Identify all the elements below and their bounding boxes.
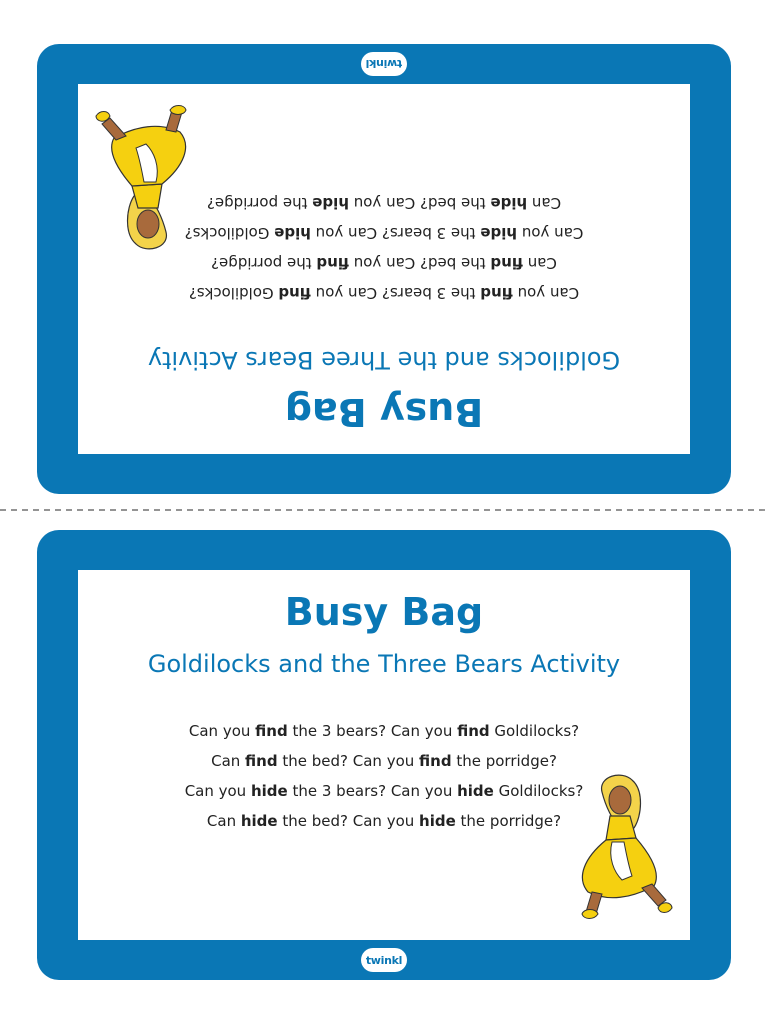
card-title: Busy Bag: [284, 590, 484, 634]
card-subtitle: Goldilocks and the Three Bears Activity: [147, 650, 621, 678]
activity-line: Can you hide the 3 bears? Can you hide Goldilocks?: [184, 224, 584, 242]
card-title: Busy Bag: [284, 390, 484, 434]
activity-line: Can find the bed? Can you find the porridge?: [211, 254, 557, 272]
logo-text: twinkl: [365, 953, 403, 967]
goldilocks-illustration: [94, 96, 206, 256]
cut-line: [0, 508, 768, 512]
activity-line: Can find the bed? Can you find the porridge?: [211, 752, 557, 770]
busy-bag-card-bottom: [37, 530, 731, 980]
busy-bag-card-top: [37, 44, 731, 494]
card-subtitle: Goldilocks and the Three Bears Activity: [147, 346, 621, 374]
goldilocks-illustration: [562, 768, 674, 928]
activity-line: Can hide the bed? Can you hide the porridge?: [206, 194, 562, 212]
card-content-flipped: [78, 84, 690, 454]
logo-text: twinkl: [365, 57, 403, 71]
twinkl-logo: [361, 948, 407, 972]
twinkl-logo: [361, 52, 407, 76]
activity-line: Can you find the 3 bears? Can you find Goldilocks?: [188, 722, 580, 740]
card-panel: [78, 570, 690, 940]
card-content: [78, 570, 690, 940]
activity-line: Can you find the 3 bears? Can you find Goldilocks?: [188, 284, 580, 302]
activity-line: Can you hide the 3 bears? Can you hide Goldilocks?: [184, 782, 584, 800]
activity-line: Can hide the bed? Can you hide the porridge?: [206, 812, 562, 830]
card-panel: [78, 84, 690, 454]
